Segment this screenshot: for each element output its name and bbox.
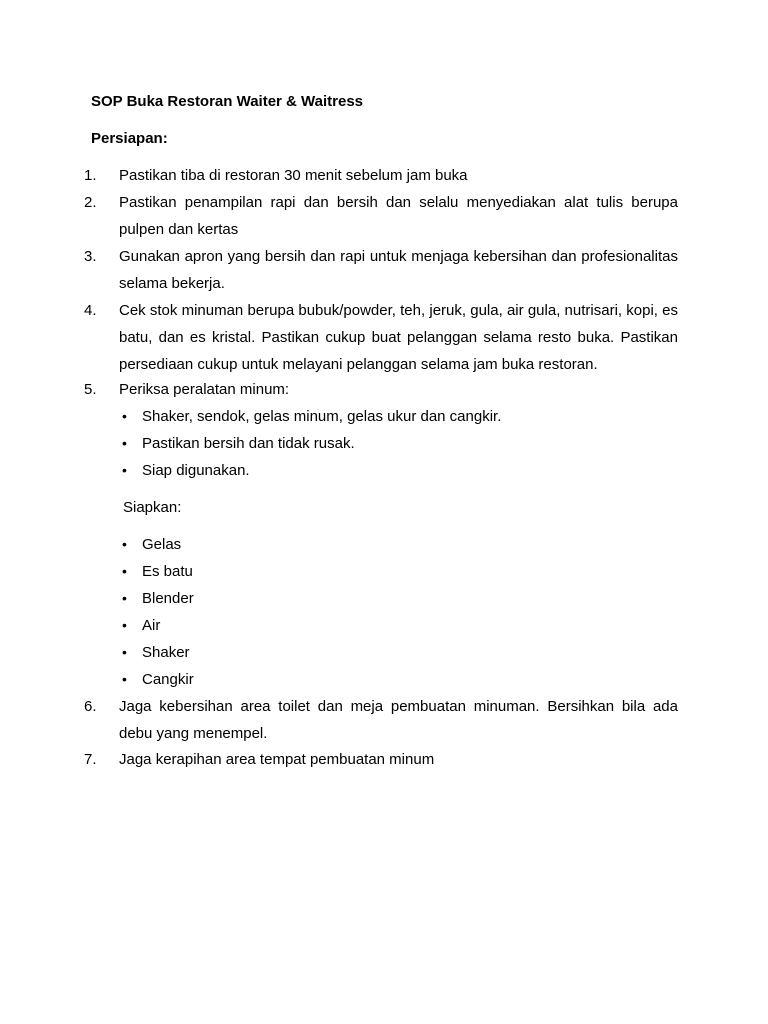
bullet-text: Pastikan bersih dan tidak rusak. [142, 435, 355, 452]
bullet-icon: • [122, 536, 127, 552]
list-item [84, 297, 678, 378]
bullet-icon: • [122, 435, 127, 451]
list-item-number: 7. [84, 751, 97, 768]
bullet-item [122, 666, 678, 693]
bullet-item [122, 585, 678, 612]
bullet-item [122, 403, 678, 430]
list-item-text: Cek stok minuman berupa bubuk/powder, teh, jeruk, gula, air gula, nutrisari, kopi, es batu, dan es kristal. Pastikan cukup buat pelanggan selama resto buka. Pastikan persediaan cukup untuk melayani pelanggan selama jam buka restoran. [119, 302, 678, 373]
list-item [84, 693, 678, 747]
list-item-number: 3. [84, 248, 97, 265]
list-item-number: 4. [84, 302, 97, 319]
bullet-text: Gelas [142, 536, 182, 553]
list-item-text: Pastikan penampilan rapi dan bersih dan selalu menyediakan alat tulis berupa pulpen dan kertas [119, 194, 678, 238]
bullet-text: Shaker, sendok, gelas minum, gelas ukur dan cangkir. [142, 408, 502, 425]
bullet-item [122, 639, 678, 666]
bullet-item [122, 612, 678, 639]
list-item-text: Jaga kerapihan area tempat pembuatan minum [119, 751, 435, 768]
list-item-number: 6. [84, 698, 97, 715]
bullet-icon: • [122, 671, 127, 687]
list-item-text: Jaga kebersihan area toilet dan meja pembuatan minuman. Bersihkan bila ada debu yang menempel. [119, 698, 678, 742]
bullet-text: Blender [142, 590, 194, 607]
bullet-text: Cangkir [142, 671, 194, 688]
bullet-icon: • [122, 590, 127, 606]
bullet-item [122, 531, 678, 558]
bullet-icon: • [122, 563, 127, 579]
bullet-text: Shaker [142, 644, 190, 661]
prepare-label: Siapkan: [123, 499, 182, 516]
section-heading: Persiapan: [91, 130, 168, 147]
list-item-number: 5. [84, 381, 97, 398]
list-item [84, 376, 678, 403]
bullet-text: Air [142, 617, 161, 634]
bullet-text: Siap digunakan. [142, 462, 250, 479]
bullet-text: Es batu [142, 563, 193, 580]
bullet-icon: • [122, 617, 127, 633]
document-title: SOP Buka Restoran Waiter & Waitress [91, 93, 364, 110]
list-item-text: Gunakan apron yang bersih dan rapi untuk menjaga kebersihan dan profesionalitas selama bekerja. [119, 248, 678, 292]
bullet-item [122, 558, 678, 585]
list-item [84, 746, 678, 773]
bullet-item [122, 457, 678, 484]
list-item-text: Pastikan tiba di restoran 30 menit sebelum jam buka [119, 167, 468, 184]
bullet-icon: • [122, 644, 127, 660]
list-item-text: Periksa peralatan minum: [119, 381, 290, 398]
list-item-number: 1. [84, 167, 97, 184]
bullet-item [122, 430, 678, 457]
list-item [84, 162, 678, 189]
list-item-number: 2. [84, 194, 97, 211]
bullet-icon: • [122, 408, 127, 424]
bullet-icon: • [122, 462, 127, 478]
list-item [84, 189, 678, 243]
list-item [84, 243, 678, 297]
